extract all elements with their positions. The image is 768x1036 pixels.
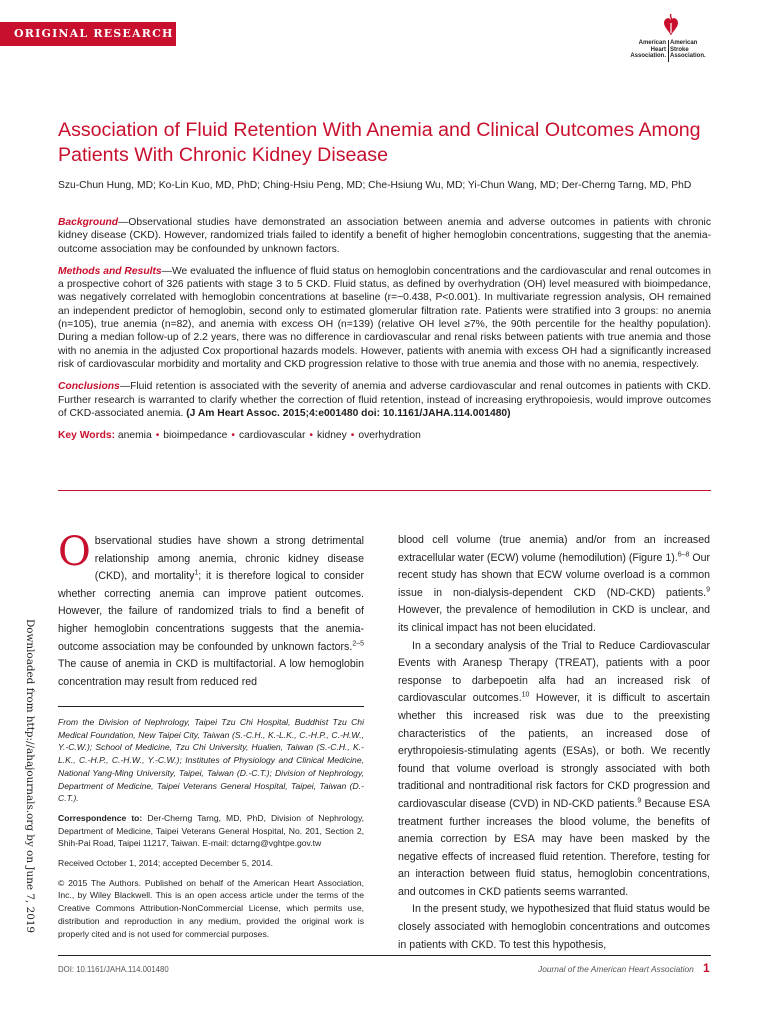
keyword-separator: • <box>350 430 355 442</box>
footer-doi[interactable]: DOI: 10.1161/JAHA.114.001480 <box>58 965 169 974</box>
footer-divider <box>58 955 711 956</box>
keyword-separator: • <box>155 430 160 442</box>
download-stamp-text: Downloaded from http://ahajournals.org by on June 7, 2019 <box>24 618 36 934</box>
body-text: However, it is difficult to ascertain whether this increased risk was due to the preexisting characteristics of the patients, an increased dose of erythropoiesis-stimulating agents (ESAs), or both. We recently found that volume overload is strongly associated with both traditional and nontraditional risk factors for CKD progression and cardiovascular disease (CVD) in ND-CKD patients. <box>398 692 710 810</box>
article-title: Association of Fluid Retention With Anemia and Clinical Outcomes Among Patients With Chronic Kidney Disease <box>58 119 701 166</box>
drop-cap: O <box>58 529 91 575</box>
author-list: Szu-Chun Hung, MD; Ko-Lin Kuo, MD, PhD; Ching-Hsiu Peng, MD; Che-Hsiung Wu, MD; Yi-Chun Wang, MD; Der-Cherng Tarng, MD, PhD <box>58 180 692 191</box>
abstract-methods-text: —We evaluated the influence of fluid status on hemoglobin concentrations and the cardiovascular and renal outcomes in a prospective cohort of 326 patients with stage 3 to 5 CKD. Fluid status, as defined by overhydration (OH) level measured with bioimpedance, was negatively correlated with hemoglobin concentrations at baseline (r=−0.438, P<0.001). In multivariate regression analysis, OH remained an independent predictor of hemoglobin, second only to estimated glomerular filtration rate. Patients were stratified into 3 groups: no anemia (n=105), true anemia (n=82), and anemia with excess OH (n=139) (relative OH level ≥7%, the 90th percentile for the healthy population). During a median follow-up of 2.2 years, there was no difference in cardiovascular and renal risks between patients with true anemia and those with no anemia in the adjusted Cox proportional hazards models. However, patients with anemia with excess OH had a significantly increased risk of cardiovascular morbidity and mortality and CKD progression relative to those with true anemia and those with no anemia, respectively. <box>58 265 711 370</box>
body-text: blood cell volume (true anemia) and/or from an increased extracellular water (ECW) volume (hemodilution) (Figure 1). <box>398 534 710 564</box>
correspondence-heading: Correspondence to: <box>58 812 143 823</box>
abstract-conclusions-text: —Fluid retention is associated with the severity of anemia and adverse cardiovascular and renal outcomes in patients with CKD. Further research is warranted to clarify whether the correction of fluid retention, instead of increasing erythropoiesis, would improve outcomes of CKD-associated anemia. <box>58 381 711 419</box>
logo-text-stroke: American Stroke Association. <box>670 40 706 59</box>
body-text: The cause of anemia in CKD is multifactorial. A low hemoglobin concentration may result from reduced red <box>58 658 364 688</box>
body-paragraph <box>398 638 710 902</box>
keyword[interactable]: overhydration <box>358 430 421 442</box>
body-text: In a secondary analysis of the Trial to Reduce Cardiovascular Events with Aranesp Therapy (TREAT), patients with a poor response to darbepoetin alfa had an increased risk of cardiovascular outcomes. <box>398 639 710 705</box>
body-text: Our recent study has shown that ECW volume overload is a common issue in non-dialysis-dependent CKD (ND-CKD) patients. <box>398 551 710 599</box>
keywords-heading: Key Words: <box>58 430 116 442</box>
body-column-right <box>398 532 710 954</box>
correspondence <box>58 812 364 850</box>
abstract-divider <box>58 490 711 491</box>
footer-journal-name: Journal of the American Heart Association <box>538 964 694 974</box>
keyword[interactable]: cardiovascular <box>239 430 306 442</box>
intro-paragraph <box>58 529 364 691</box>
reference-superscript[interactable]: 10 <box>521 691 530 699</box>
body-text: ; it is therefore logical to consider whether correcting anemia can improve patient outcomes. However, the failure of randomized trials to find a benefit of higher hemoglobin concentrations suggests that the anemia-outcome association may be confounded by unknown factors. <box>58 570 364 653</box>
reference-superscript[interactable]: 9 <box>637 797 642 805</box>
abstract-conclusions <box>58 380 711 420</box>
heart-torch-icon <box>626 14 712 40</box>
reference-superscript[interactable]: 2–5 <box>352 640 364 648</box>
abstract-background-text: —Observational studies have demonstrated an association between anemia and adverse outcomes in patients with chronic kidney disease (CKD). However, randomized trials failed to identify a benefit of higher hemoglobin concentrations, suggesting that the anemia-outcome association may be confounded by unknown factors. <box>58 217 711 255</box>
abstract-background-heading: Background <box>58 217 119 228</box>
keyword[interactable]: anemia <box>117 430 152 442</box>
received-dates: Received October 1, 2014; accepted December 5, 2014. <box>58 858 273 869</box>
footnote-divider <box>58 706 364 707</box>
body-text: However, the prevalence of hemodilution in CKD is unclear, and its clinical impact has not been elucidated. <box>398 604 710 634</box>
reference-superscript[interactable]: 1 <box>194 569 199 577</box>
correspondence-text: Der-Cherng Tarng, MD, PhD, Division of Nephrology, Department of Medicine, Taipei Veterans General Hospital, No. 201, Section 2, Shih-Pai Road, Taipei 11217, Taiwan. E-mail: dctarng@vghtpe.gov.tw <box>58 812 364 849</box>
body-column-left <box>58 529 364 691</box>
keyword-separator: • <box>231 430 236 442</box>
article-notes <box>58 716 364 947</box>
keyword[interactable]: kidney <box>317 430 347 442</box>
abstract-methods <box>58 265 711 371</box>
abstract-methods-heading: Methods and Results <box>58 265 162 277</box>
body-paragraph: In the present study, we hypothesized that fluid status would be closely associated with hemoglobin concentrations and outcomes in patients with CKD. To test this hypothesis, <box>398 903 710 951</box>
keyword[interactable]: bioimpedance <box>163 430 228 442</box>
license-statement: © 2015 The Authors. Published on behalf of the American Heart Association, Inc., by Wiley Blackwell. This is an open access article under the terms of the Creative Commons Attribution-NonCommercial License, which permits use, distribution and reproduction in any medium, provided the original work is properly cited and is not used for commercial purposes. <box>58 877 364 939</box>
article-type-badge: ORIGINAL RESEARCH <box>0 22 176 46</box>
keywords <box>58 429 711 442</box>
abstract-background <box>58 216 711 256</box>
body-paragraph <box>398 532 710 638</box>
abstract-conclusions-heading: Conclusions <box>58 381 120 393</box>
aha-asa-logo[interactable] <box>626 14 712 66</box>
page-number: 1 <box>703 961 710 975</box>
keyword-separator: • <box>309 430 314 442</box>
abstract <box>58 216 711 451</box>
reference-superscript[interactable]: 6–8 <box>677 551 690 559</box>
logo-divider <box>668 40 669 62</box>
citation[interactable]: (J Am Heart Assoc. 2015;4:e001480 doi: 10.1161/JAHA.114.001480) <box>186 407 511 419</box>
reference-superscript[interactable]: 9 <box>706 586 710 594</box>
logo-text-heart: American Heart Association. <box>630 40 666 59</box>
affiliations: From the Division of Nephrology, Taipei Tzu Chi Hospital, Buddhist Tzu Chi Medical Foundation, New Taipei City, Taiwan (S.-C.H., K.-L.K., C.-H.P., C.-H.W., Y.-C.W.); School of Medicine, Tzu Chi University, Hualien, Taiwan (S.-C.H., K.-L.K., C.-H.P., C.-H.W., Y.-C.W.); Institutes of Physiology and Clinical Medicine, National Yang-Ming University, Taipei, Taiwan (D.-C.T.); Division of Nephrology, Department of Medicine, Taipei Veterans General Hospital, Taipei, Taiwan (D.-C.T.). <box>58 717 364 804</box>
body-text: Because ESA treatment further increases the blood volume, the benefits of anemia correction by ESA may have been masked by the negative effects of increased fluid retention. Therefore, testing for an interaction between fluid status, hemoglobin concentrations, and outcomes in CKD patients seems warranted. <box>398 797 711 898</box>
body-text: bservational studies have shown a strong detrimental relationship among anemia, chronic kidney disease (CKD), and mortality <box>94 535 364 583</box>
